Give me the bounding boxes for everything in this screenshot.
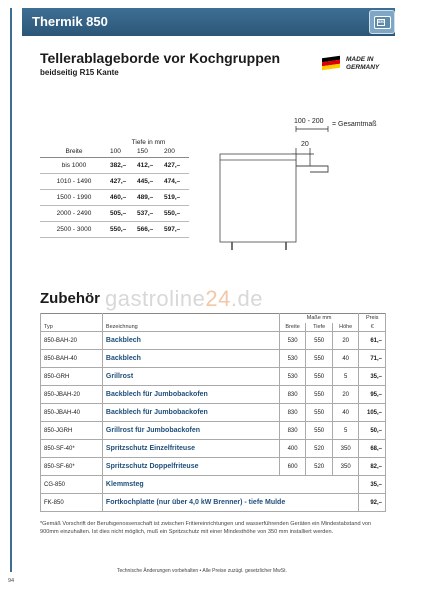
width-cell: bis 1000 — [40, 157, 108, 173]
price-cell: 82,– — [359, 458, 386, 476]
width-cell: 530 — [279, 332, 306, 350]
type-cell: 850-GRH — [41, 368, 103, 386]
made-in-line1: MADE IN — [346, 56, 374, 63]
width-cell: 1010 - 1490 — [40, 173, 108, 189]
price-cell: 597,– — [162, 221, 189, 237]
description-cell: Backblech für Jumbobackofen — [102, 404, 279, 422]
table-row — [40, 157, 189, 173]
type-cell: 850-SF-60* — [41, 458, 103, 476]
made-in-line2: GERMANY — [346, 64, 380, 71]
price-cell: 71,– — [359, 350, 386, 368]
depth-cell: 520 — [306, 440, 333, 458]
price-cell: 427,– — [108, 173, 135, 189]
width-label: Breite — [40, 147, 108, 157]
table-row — [40, 189, 189, 205]
table-row — [41, 422, 386, 440]
price-cell: 566,– — [135, 221, 162, 237]
width-cell: 830 — [279, 422, 306, 440]
table-row — [40, 173, 189, 189]
depth-label: Tiefe in mm — [131, 138, 166, 146]
accessories-table — [40, 313, 386, 512]
price-cell: 489,– — [135, 189, 162, 205]
depth-cell: 550 — [306, 368, 333, 386]
price-cell: 382,– — [108, 157, 135, 173]
description-header: Bezeichnung — [102, 323, 279, 332]
depth-cell: 550 — [306, 386, 333, 404]
price-cell: 61,– — [359, 332, 386, 350]
shelf-profile — [296, 166, 328, 172]
price-cell: 92,– — [359, 494, 386, 512]
table-row — [41, 404, 386, 422]
made-in-germany-label — [346, 56, 379, 72]
oven-body — [220, 154, 296, 242]
page-number: 94 — [8, 578, 15, 584]
price-cell: 412,– — [135, 157, 162, 173]
depth-cell: 550 — [306, 404, 333, 422]
depth-cell: 550 — [306, 422, 333, 440]
price-cell: 50,– — [359, 422, 386, 440]
description-cell: Spritzschutz Doppelfriteuse — [102, 458, 279, 476]
page-subtitle: beidseitig R15 Kante — [40, 68, 119, 77]
type-cell: 850-BAH-20 — [41, 332, 103, 350]
watermark-part: gastroline — [105, 286, 206, 311]
type-cell: 850-SF-40* — [41, 440, 103, 458]
height-cell: 5 — [332, 422, 359, 440]
price-header: Preis — [359, 314, 386, 323]
depth-cell: 550 — [306, 350, 333, 368]
description-cell: Backblech — [102, 332, 279, 350]
width-cell: 830 — [279, 404, 306, 422]
price-cell: 519,– — [162, 189, 189, 205]
watermark-part: .de — [230, 286, 263, 311]
height-cell: 350 — [332, 440, 359, 458]
table-row — [41, 386, 386, 404]
description-cell: Backblech für Jumbobackofen — [102, 386, 279, 404]
table-row — [40, 221, 189, 237]
width-cell: 2500 - 3000 — [40, 221, 108, 237]
depth-cell: 550 — [306, 332, 333, 350]
header-bar — [22, 8, 395, 36]
currency-header: € — [359, 323, 386, 332]
price-cell: 105,– — [359, 404, 386, 422]
depth-header: 200 — [162, 147, 189, 157]
shelf-diagram — [210, 110, 390, 260]
size-price-table — [40, 137, 189, 238]
header-title: Thermik 850 — [32, 14, 108, 29]
footnote: *Gemäß Vorschrift der Berufsgenossenschaft ist zwischen Fritiereinrichtungen und wasserführenden Geräten ein Mindestabstand von 900mm einzuhalten. Ist dies nicht möglich, muß ein Spritzschutz mit einer Mindesthöhe von 350 mm installiert werden. — [40, 521, 372, 535]
width-cell: 600 — [279, 458, 306, 476]
description-cell: Grillrost — [102, 368, 279, 386]
type-cell: FK-850 — [41, 494, 103, 512]
width-cell: 2000 - 2490 — [40, 205, 108, 221]
width-cell: 400 — [279, 440, 306, 458]
page-title: Tellerablageborde vor Kochgruppen — [40, 50, 281, 66]
height-cell: 20 — [332, 332, 359, 350]
watermark — [105, 286, 263, 312]
height-cell: 5 — [332, 368, 359, 386]
height-cell: 40 — [332, 350, 359, 368]
watermark-part: 24 — [205, 286, 231, 311]
table-row — [40, 205, 189, 221]
width-cell: 1500 - 1990 — [40, 189, 108, 205]
table-row — [41, 476, 386, 494]
table-row — [41, 494, 386, 512]
width-cell: 530 — [279, 350, 306, 368]
type-cell: CG-850 — [41, 476, 103, 494]
table-row — [41, 440, 386, 458]
legal-note: Technische Änderungen vorbehalten • Alle Preise zuzügl. gesetzlicher MwSt. — [117, 568, 287, 574]
table-row — [41, 368, 386, 386]
width-cell: 530 — [279, 368, 306, 386]
height-cell: 40 — [332, 404, 359, 422]
type-cell: 850-JBAH-40 — [41, 404, 103, 422]
type-cell: 850-JGRH — [41, 422, 103, 440]
edge-label: 20 — [301, 141, 309, 148]
price-cell: 474,– — [162, 173, 189, 189]
height-cell: 20 — [332, 386, 359, 404]
description-cell: Grillrost für Jumbobackofen — [102, 422, 279, 440]
depth-header: Tiefe — [306, 323, 333, 332]
price-cell: 550,– — [108, 221, 135, 237]
price-cell: 35,– — [359, 368, 386, 386]
range-label: 100 - 200 — [294, 118, 324, 125]
german-flag-icon — [322, 56, 340, 71]
description-cell: Klemmsteg — [102, 476, 359, 494]
accessories-title: Zubehör — [40, 290, 100, 307]
width-cell: 830 — [279, 386, 306, 404]
price-cell: 505,– — [108, 205, 135, 221]
left-accent-rule — [10, 8, 12, 572]
type-header: Typ — [41, 323, 103, 332]
depth-cell: 520 — [306, 458, 333, 476]
total-label: = Gesamtmaß — [332, 121, 377, 128]
height-header: Höhe — [332, 323, 359, 332]
depth-header: 100 — [108, 147, 135, 157]
description-cell: Spritzschutz Einzelfriteuse — [102, 440, 279, 458]
type-cell: 850-BAH-40 — [41, 350, 103, 368]
dims-header: Maße mm — [279, 314, 359, 323]
description-cell: Fortkochplatte (nur über 4,0 kW Brenner) - tiefe Mulde — [102, 494, 359, 512]
badge-label: 850 — [378, 19, 385, 24]
type-cell: 850-JBAH-20 — [41, 386, 103, 404]
price-cell: 550,– — [162, 205, 189, 221]
price-cell: 460,– — [108, 189, 135, 205]
price-cell: 95,– — [359, 386, 386, 404]
price-cell: 427,– — [162, 157, 189, 173]
depth-header: 150 — [135, 147, 162, 157]
oven-badge-icon — [369, 10, 395, 34]
table-row — [41, 458, 386, 476]
height-cell: 350 — [332, 458, 359, 476]
description-cell: Backblech — [102, 350, 279, 368]
price-cell: 68,– — [359, 440, 386, 458]
table-row — [41, 350, 386, 368]
price-cell: 35,– — [359, 476, 386, 494]
price-cell: 445,– — [135, 173, 162, 189]
width-header: Breite — [279, 323, 306, 332]
table-row — [41, 332, 386, 350]
price-cell: 537,– — [135, 205, 162, 221]
